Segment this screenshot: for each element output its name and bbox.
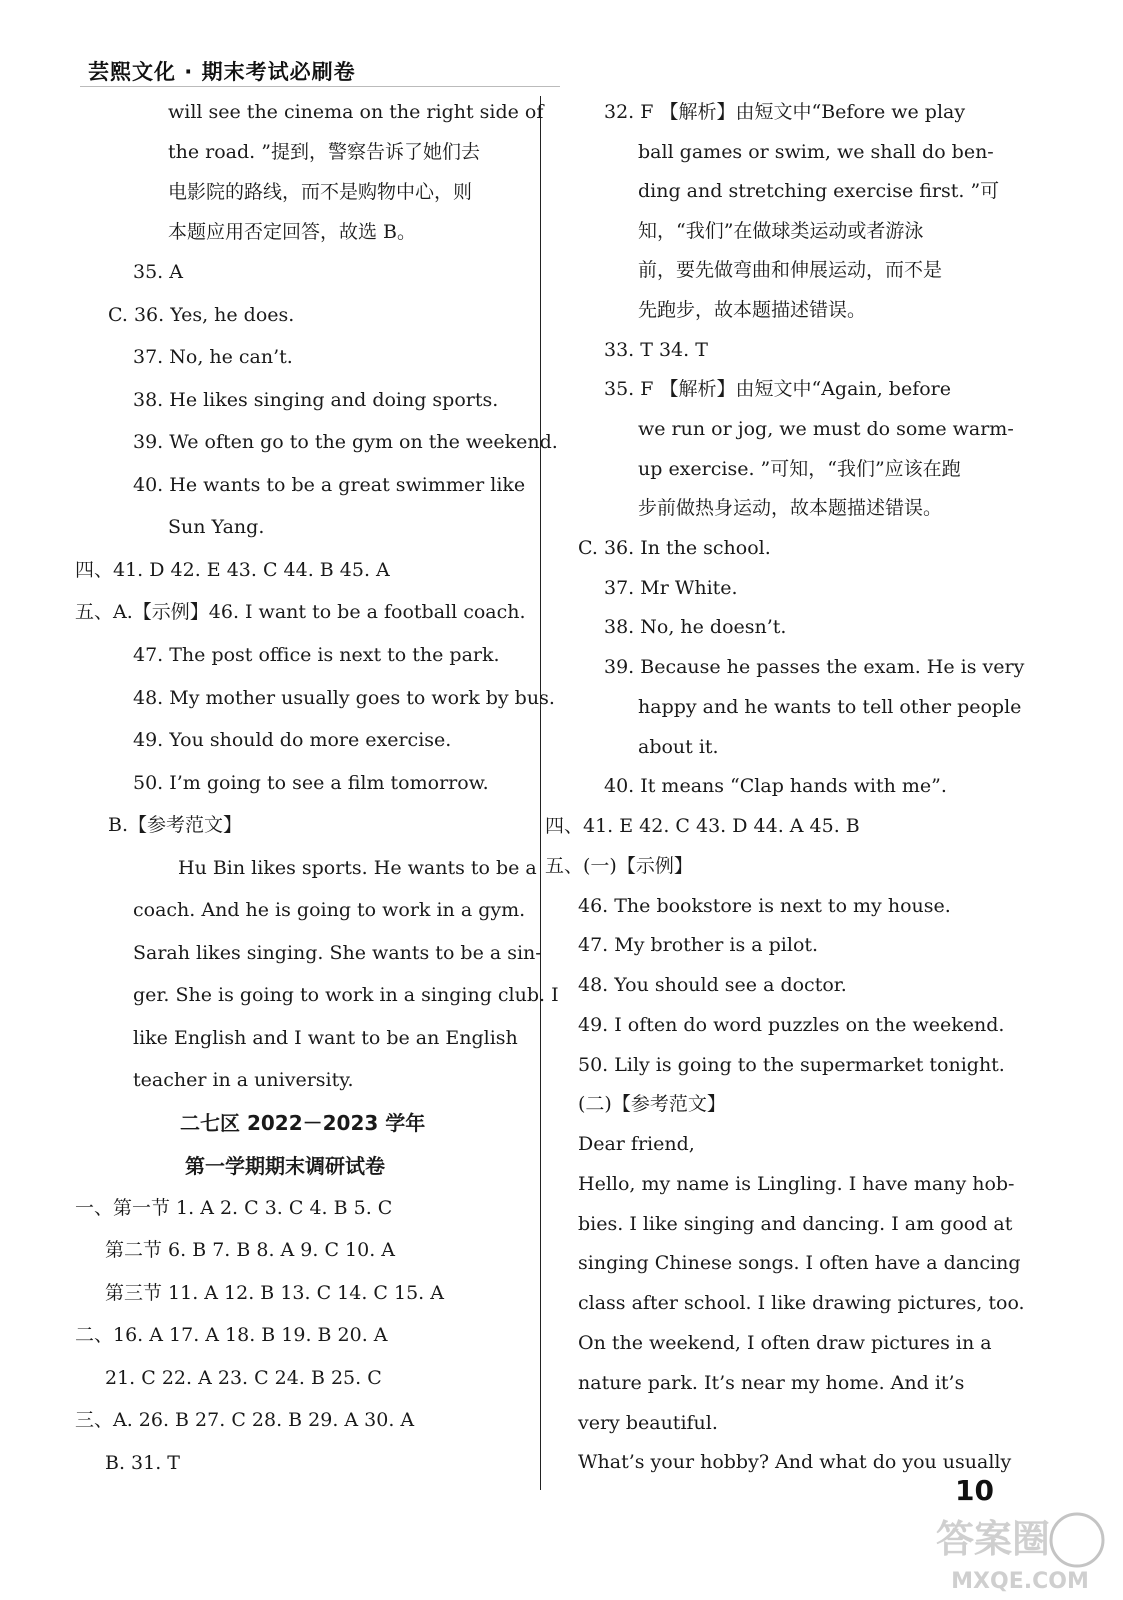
book-header-title: 芸熙文化 · 期末考试必刷卷: [88, 60, 356, 84]
left-line: Hu Bin likes sports. He wants to be a: [178, 857, 537, 879]
left-line: will see the cinema on the right side of: [168, 101, 544, 123]
right-line: 33. T 34. T: [604, 339, 708, 361]
right-line: 38. No, he doesn’t.: [604, 616, 787, 638]
answer-line: 第二节 6. B 7. B 8. A 9. C 10. A: [105, 1239, 396, 1261]
right-line: about it.: [638, 736, 719, 758]
right-line: 四、41. E 42. C 43. D 44. A 45. B: [545, 815, 860, 837]
left-line: the road. ”提到，警察告诉了她们去: [168, 141, 480, 163]
right-line: 47. My brother is a pilot.: [578, 934, 819, 956]
right-line: up exercise. ”可知，“我们”应该在跑: [638, 458, 961, 480]
page-number: 10: [955, 1474, 994, 1507]
right-line: 40. It means “Clap hands with me”.: [604, 775, 947, 797]
right-line: singing Chinese songs. I often have a dancing: [578, 1252, 1021, 1274]
right-line: bies. I like singing and dancing. I am good at: [578, 1213, 1013, 1235]
right-line: 39. Because he passes the exam. He is very: [604, 656, 1025, 678]
right-line: 步前做热身运动，故本题描述错误。: [638, 497, 943, 519]
left-line: B.【参考范文】: [108, 814, 243, 836]
right-line: we run or jog, we must do some warm-: [638, 418, 1014, 440]
column-divider: [540, 96, 541, 1490]
right-line: 五、(一)【示例】: [545, 855, 693, 877]
right-line: Hello, my name is Lingling. I have many hob-: [578, 1173, 1015, 1195]
right-line: 46. The bookstore is next to my house.: [578, 895, 951, 917]
left-line: like English and I want to be an English: [133, 1027, 518, 1049]
left-line: 电影院的路线，而不是购物中心，则: [168, 181, 473, 203]
answer-line: B. 31. T: [105, 1452, 180, 1474]
answer-line: 21. C 22. A 23. C 24. B 25. C: [105, 1367, 382, 1389]
right-line: very beautiful.: [578, 1412, 718, 1434]
answer-line: 一、第一节 1. A 2. C 3. C 4. B 5. C: [75, 1197, 393, 1219]
header-rule: [80, 86, 560, 87]
left-line: ger. She is going to work in a singing club. I: [133, 984, 559, 1006]
right-line: happy and he wants to tell other people: [638, 696, 1022, 718]
answer-line: 二、16. A 17. A 18. B 19. B 20. A: [75, 1324, 388, 1346]
left-line: 39. We often go to the gym on the weekend.: [133, 431, 558, 453]
exam-title-year: 二七区 2022－2023 学年: [180, 1111, 426, 1135]
right-line: 32. F 【解析】由短文中“Before we play: [604, 101, 966, 123]
left-line: 35. A: [133, 261, 183, 283]
left-line: 48. My mother usually goes to work by bus.: [133, 687, 555, 709]
left-line: 本题应用否定回答，故选 B。: [168, 221, 417, 243]
watermark-url: MXQE.COM: [951, 1569, 1089, 1594]
left-line: 38. He likes singing and doing sports.: [133, 389, 499, 411]
right-line: C. 36. In the school.: [578, 537, 771, 559]
answer-line: 三、A. 26. B 27. C 28. B 29. A 30. A: [75, 1409, 415, 1431]
right-line: nature park. It’s near my home. And it’s: [578, 1372, 965, 1394]
right-line: ding and stretching exercise first. ”可: [638, 180, 1000, 202]
right-line: 37. Mr White.: [604, 577, 738, 599]
right-line: (二)【参考范文】: [578, 1093, 726, 1115]
watermark-text: 答案圈: [935, 1517, 1051, 1561]
right-line: ball games or swim, we shall do ben-: [638, 141, 994, 163]
left-line: 50. I’m going to see a film tomorrow.: [133, 772, 489, 794]
left-line: 37. No, he can’t.: [133, 346, 293, 368]
left-line: Sarah likes singing. She wants to be a sin-: [133, 942, 542, 964]
right-line: 48. You should see a doctor.: [578, 974, 847, 996]
right-line: Dear friend,: [578, 1133, 695, 1155]
left-line: C. 36. Yes, he does.: [108, 304, 295, 326]
right-line: 前，要先做弯曲和伸展运动，而不是: [638, 259, 943, 281]
right-line: 知，“我们”在做球类运动或者游泳: [638, 220, 924, 242]
left-line: Sun Yang.: [168, 516, 265, 538]
right-line: What’s your hobby? And what do you usually: [578, 1451, 1012, 1473]
answer-line: 第三节 11. A 12. B 13. C 14. C 15. A: [105, 1282, 444, 1304]
left-line: 四、41. D 42. E 43. C 44. B 45. A: [75, 559, 390, 581]
right-line: 50. Lily is going to the supermarket tonight.: [578, 1054, 1005, 1076]
left-line: 49. You should do more exercise.: [133, 729, 452, 751]
left-line: teacher in a university.: [133, 1069, 354, 1091]
watermark-circle: [1051, 1514, 1103, 1566]
right-line: 先跑步，故本题描述错误。: [638, 299, 867, 321]
right-line: 49. I often do word puzzles on the weekend.: [578, 1014, 1005, 1036]
left-line: 47. The post office is next to the park.: [133, 644, 500, 666]
left-line: coach. And he is going to work in a gym.: [133, 899, 526, 921]
exam-title-name: 第一学期期末调研试卷: [185, 1154, 385, 1178]
left-line: 40. He wants to be a great swimmer like: [133, 474, 526, 496]
watermark-logo: [925, 1500, 1115, 1595]
right-line: On the weekend, I often draw pictures in a: [578, 1332, 992, 1354]
right-line: 35. F 【解析】由短文中“Again, before: [604, 378, 952, 400]
right-line: class after school. I like drawing pictures, too.: [578, 1292, 1025, 1314]
left-line: 五、A.【示例】46. I want to be a football coach.: [75, 601, 526, 623]
